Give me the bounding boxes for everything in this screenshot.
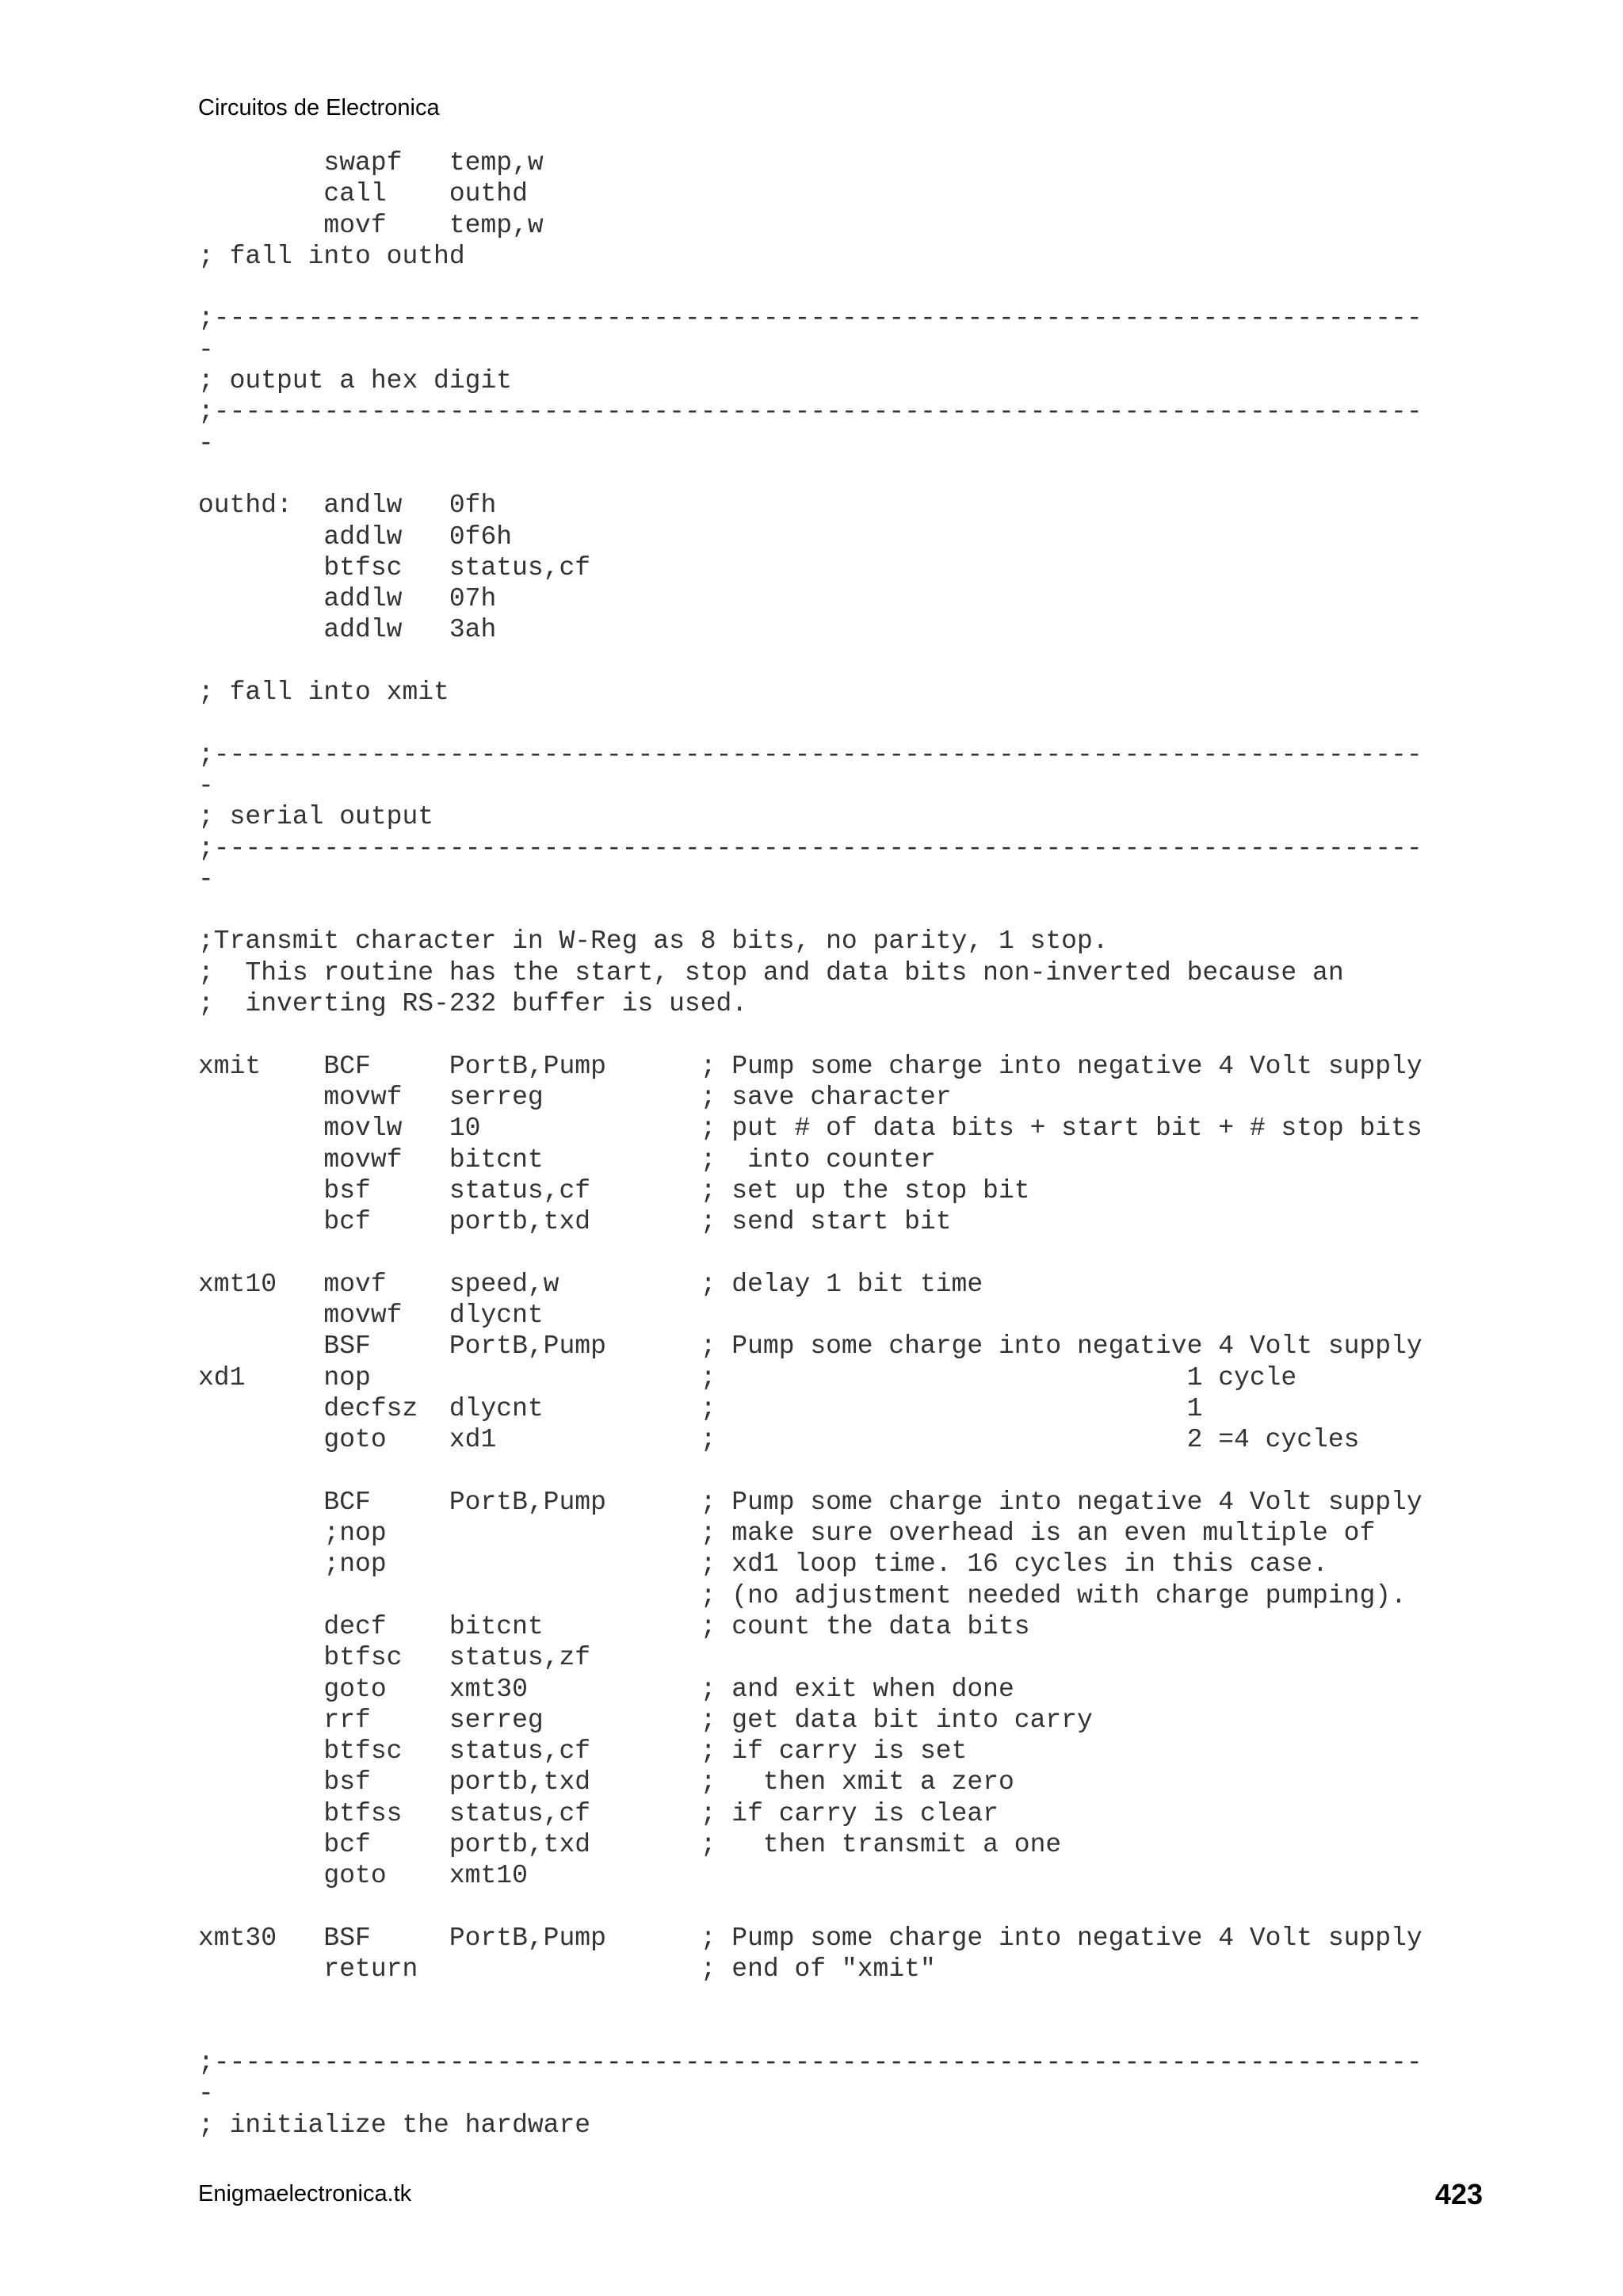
assembly-code-listing [198,147,1423,2141]
code-line: ; initialize the hardware [198,2110,591,2140]
code-line [198,1237,1423,1268]
code-line: - [198,334,214,365]
code-line [198,1985,1423,2016]
code-line: movlw 10 ; put # of data bits + start bit + # stop bits [198,1114,1423,1144]
code-line: ; This routine has the start, stop and data bits non-inverted because an [198,957,1344,988]
code-line: ;----------------------------------------------------------------------------- [198,739,1423,770]
code-line: btfsc status,cf ; if carry is set [198,1736,968,1767]
code-line: return ; end of "xmit" [198,1954,936,1985]
code-line: ; (no adjustment needed with charge pumping). [198,1580,1407,1610]
code-line: ;----------------------------------------------------------------------------- [198,304,1423,334]
code-line: xmit BCF PortB,Pump ; Pump some charge into negative 4 Volt supply [198,1051,1423,1081]
code-line: ;----------------------------------------------------------------------------- [198,397,1423,427]
code-line: swapf temp,w [198,148,544,178]
code-line: xmt30 BSF PortB,Pump ; Pump some charge into negative 4 Volt supply [198,1923,1423,1953]
code-line [198,1455,1423,1486]
code-line: decf bitcnt ; count the data bits [198,1611,1030,1641]
code-line [198,2016,1423,2047]
code-line [198,459,1423,490]
code-line: movf temp,w [198,210,544,240]
code-line: BCF PortB,Pump ; Pump some charge into negative 4 Volt supply [198,1487,1423,1517]
code-line: btfsc status,zf [198,1643,591,1673]
code-line [198,646,1423,677]
code-line [198,708,1423,739]
code-line: ;----------------------------------------------------------------------------- [198,2048,1423,2078]
code-line: ;Transmit character in W-Reg as 8 bits, no parity, 1 stop. [198,926,1109,957]
code-line: xd1 nop ; 1 cycle [198,1362,1297,1392]
code-line: bcf portb,txd ; then transmit a one [198,1830,1062,1860]
code-line: movwf bitcnt ; into counter [198,1144,936,1175]
code-line: btfss status,cf ; if carry is clear [198,1798,999,1828]
code-line: ;----------------------------------------------------------------------------- [198,833,1423,863]
code-line: ; inverting RS-232 buffer is used. [198,989,748,1019]
code-line: addlw 3ah [198,615,497,645]
page-number: 423 [1434,2178,1483,2210]
code-line: btfsc status,cf [198,552,591,583]
code-line: goto xd1 ; 2 =4 cycles [198,1425,1360,1455]
code-line: - [198,864,214,894]
code-line: rrf serreg ; get data bit into carry [198,1705,1093,1735]
code-line: ; output a hex digit [198,366,513,396]
code-line: ; fall into outhd [198,241,465,271]
code-line [198,895,1423,926]
code-line: ;nop ; make sure overhead is an even multiple of [198,1519,1376,1549]
code-line: ; serial output [198,802,434,832]
code-line: - [198,770,214,800]
code-line: addlw 07h [198,584,497,614]
code-line: goto xmt10 [198,1861,528,1891]
code-line: xmt10 movf speed,w ; delay 1 bit time [198,1269,983,1299]
code-line: BSF PortB,Pump ; Pump some charge into negative 4 Volt supply [198,1331,1423,1362]
code-line: call outhd [198,179,528,209]
code-line: addlw 0f6h [198,521,513,552]
code-line: bsf status,cf ; set up the stop bit [198,1175,1030,1205]
code-line: - [198,428,214,458]
code-line: - [198,2079,214,2109]
footer-site-name: Enigmaelectronica.tk [198,2181,412,2206]
code-line: goto xmt30 ; and exit when done [198,1674,1014,1704]
code-line [198,1892,1423,1923]
code-line: decfsz dlycnt ; 1 [198,1393,1203,1423]
code-line: bcf portb,txd ; send start bit [198,1207,952,1237]
page-header-title: Circuitos de Electronica [198,95,440,120]
code-line: ;nop ; xd1 loop time. 16 cycles in this case. [198,1549,1328,1580]
code-line [198,272,1423,303]
code-line: outhd: andlw 0fh [198,491,497,521]
code-line: movwf serreg ; save character [198,1082,952,1112]
code-line [198,1019,1423,1050]
code-line: bsf portb,txd ; then xmit a zero [198,1767,1014,1797]
code-line: ; fall into xmit [198,678,449,708]
code-line: movwf dlycnt [198,1300,544,1330]
